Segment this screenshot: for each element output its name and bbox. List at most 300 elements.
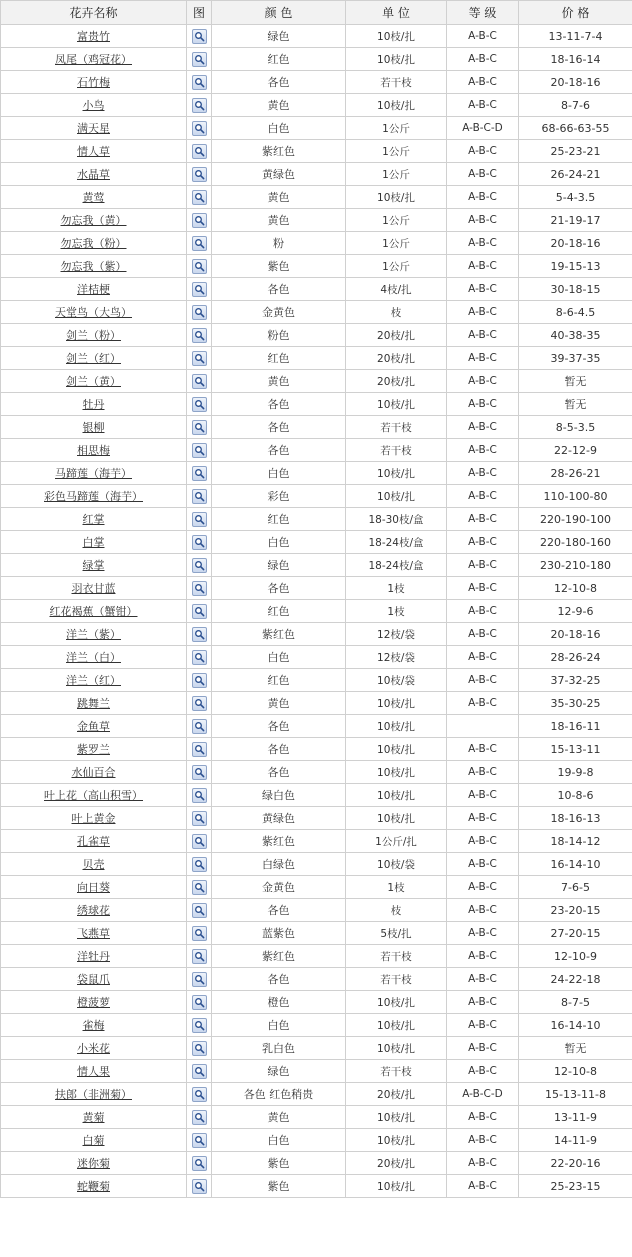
magnifier-icon[interactable] bbox=[192, 673, 207, 688]
flower-name-link[interactable]: 马蹄莲（海芋） bbox=[55, 467, 132, 480]
image-cell bbox=[187, 1060, 212, 1083]
magnifier-icon[interactable] bbox=[192, 489, 207, 504]
table-row bbox=[1, 692, 632, 715]
flower-name-link[interactable]: 情人果 bbox=[77, 1065, 110, 1078]
table-row bbox=[1, 738, 632, 761]
flower-name-link[interactable]: 彩色马蹄莲（海芋） bbox=[44, 490, 143, 503]
magnifier-icon[interactable] bbox=[192, 144, 207, 159]
flower-name-link[interactable]: 向日葵 bbox=[77, 881, 110, 894]
magnifier-icon[interactable] bbox=[192, 1156, 207, 1171]
flower-name-link[interactable]: 红花褐蕉（蟹钳） bbox=[49, 605, 138, 618]
magnifier-icon[interactable] bbox=[192, 581, 207, 596]
flower-name-link[interactable]: 跳舞兰 bbox=[77, 697, 110, 710]
flower-color: 黄绿色 bbox=[212, 807, 346, 830]
flower-unit: 12枝/袋 bbox=[346, 646, 447, 669]
flower-color: 白色 bbox=[212, 531, 346, 554]
flower-name-link[interactable]: 白掌 bbox=[82, 536, 105, 549]
flower-color: 橙色 bbox=[212, 991, 346, 1014]
flower-price: 22-12-9 bbox=[519, 439, 632, 462]
magnifier-icon[interactable] bbox=[192, 811, 207, 826]
flower-name-link[interactable]: 洋牡丹 bbox=[77, 950, 110, 963]
flower-price: 暂无 bbox=[519, 370, 632, 393]
flower-color: 白色 bbox=[212, 646, 346, 669]
image-cell bbox=[187, 163, 212, 186]
magnifier-icon[interactable] bbox=[192, 512, 207, 527]
table-row bbox=[1, 830, 632, 853]
flower-name-link[interactable]: 金鱼草 bbox=[77, 720, 110, 733]
magnifier-icon[interactable] bbox=[192, 236, 207, 251]
flower-unit: 10枝/扎 bbox=[346, 1129, 447, 1152]
image-cell bbox=[187, 600, 212, 623]
flower-name-link[interactable]: 剑兰（红） bbox=[66, 352, 121, 365]
flower-grade: A-B-C bbox=[447, 416, 519, 439]
table-row bbox=[1, 784, 632, 807]
flower-unit: 10枝/袋 bbox=[346, 853, 447, 876]
flower-name-link[interactable]: 洋兰（红） bbox=[66, 674, 121, 687]
flower-color: 粉色 bbox=[212, 324, 346, 347]
flower-unit: 若干枝 bbox=[346, 968, 447, 991]
flower-price: 20-18-16 bbox=[519, 71, 632, 94]
table-row bbox=[1, 1083, 632, 1106]
table-row bbox=[1, 255, 632, 278]
flower-unit: 10枝/扎 bbox=[346, 186, 447, 209]
flower-unit: 若干枝 bbox=[346, 439, 447, 462]
magnifier-icon[interactable] bbox=[192, 972, 207, 987]
flower-price: 68-66-63-55 bbox=[519, 117, 632, 140]
table-row bbox=[1, 600, 632, 623]
flower-price: 12-10-8 bbox=[519, 1060, 632, 1083]
flower-name-link[interactable]: 剑兰（黄） bbox=[66, 375, 121, 388]
table-row bbox=[1, 669, 632, 692]
flower-color: 金黄色 bbox=[212, 301, 346, 324]
flower-name-cell bbox=[1, 738, 187, 761]
flower-price: 28-26-24 bbox=[519, 646, 632, 669]
image-cell bbox=[187, 876, 212, 899]
table-row bbox=[1, 554, 632, 577]
flower-grade: A-B-C bbox=[447, 623, 519, 646]
table-row bbox=[1, 922, 632, 945]
magnifier-icon[interactable] bbox=[192, 696, 207, 711]
flower-unit: 18-24枝/盒 bbox=[346, 554, 447, 577]
flower-name-link[interactable]: 洋兰（白） bbox=[66, 651, 121, 664]
flower-price: 8-6-4.5 bbox=[519, 301, 632, 324]
table-row bbox=[1, 48, 632, 71]
flower-unit: 20枝/扎 bbox=[346, 347, 447, 370]
flower-unit: 若干枝 bbox=[346, 945, 447, 968]
magnifier-icon[interactable] bbox=[192, 857, 207, 872]
magnifier-icon[interactable] bbox=[192, 650, 207, 665]
magnifier-icon[interactable] bbox=[192, 397, 207, 412]
flower-name-link[interactable]: 扶郎（非洲菊） bbox=[55, 1088, 132, 1101]
flower-name-link[interactable]: 满天星 bbox=[77, 122, 110, 135]
flower-price: 8-7-6 bbox=[519, 94, 632, 117]
flower-price: 28-26-21 bbox=[519, 462, 632, 485]
image-cell bbox=[187, 531, 212, 554]
table-row bbox=[1, 1037, 632, 1060]
flower-price: 25-23-21 bbox=[519, 140, 632, 163]
flower-grade: A-B-C bbox=[447, 94, 519, 117]
image-cell bbox=[187, 738, 212, 761]
flower-name-link[interactable]: 迷你菊 bbox=[77, 1157, 110, 1170]
magnifier-icon[interactable] bbox=[192, 1133, 207, 1148]
table-row bbox=[1, 531, 632, 554]
magnifier-icon[interactable] bbox=[192, 328, 207, 343]
flower-color: 紫红色 bbox=[212, 830, 346, 853]
flower-name-link[interactable]: 勿忘我（紫） bbox=[60, 260, 127, 273]
header-color: 颜 色 bbox=[212, 1, 346, 25]
flower-color: 紫色 bbox=[212, 1175, 346, 1198]
flower-price: 8-5-3.5 bbox=[519, 416, 632, 439]
magnifier-icon[interactable] bbox=[192, 834, 207, 849]
flower-price: 13-11-7-4 bbox=[519, 25, 632, 48]
flower-name-link[interactable]: 小鸟 bbox=[82, 99, 105, 112]
flower-price: 30-18-15 bbox=[519, 278, 632, 301]
magnifier-icon[interactable] bbox=[192, 259, 207, 274]
flower-name-link[interactable]: 雀梅 bbox=[82, 1019, 105, 1032]
flower-color: 各色 bbox=[212, 278, 346, 301]
flower-unit: 若干枝 bbox=[346, 416, 447, 439]
flower-name-link[interactable]: 橙菠萝 bbox=[77, 996, 110, 1009]
flower-color: 黄色 bbox=[212, 370, 346, 393]
table-row bbox=[1, 853, 632, 876]
magnifier-icon[interactable] bbox=[192, 466, 207, 481]
magnifier-icon[interactable] bbox=[192, 167, 207, 182]
flower-name-link[interactable]: 蛇鞭菊 bbox=[77, 1180, 110, 1193]
flower-color: 白色 bbox=[212, 462, 346, 485]
flower-price: 25-23-15 bbox=[519, 1175, 632, 1198]
magnifier-icon[interactable] bbox=[192, 995, 207, 1010]
table-row bbox=[1, 876, 632, 899]
image-cell bbox=[187, 761, 212, 784]
flower-name-link[interactable]: 相思梅 bbox=[77, 444, 110, 457]
flower-unit: 18-30枝/盒 bbox=[346, 508, 447, 531]
image-cell bbox=[187, 669, 212, 692]
table-row bbox=[1, 416, 632, 439]
magnifier-icon[interactable] bbox=[192, 52, 207, 67]
magnifier-icon[interactable] bbox=[192, 190, 207, 205]
flower-name-cell bbox=[1, 232, 187, 255]
flower-price: 220-190-100 bbox=[519, 508, 632, 531]
flower-grade: A-B-C bbox=[447, 646, 519, 669]
table-row bbox=[1, 393, 632, 416]
flower-name-link[interactable]: 飞燕草 bbox=[77, 927, 110, 940]
flower-grade: A-B-C bbox=[447, 531, 519, 554]
flower-color: 黄绿色 bbox=[212, 163, 346, 186]
flower-name-link[interactable]: 羽衣甘蓝 bbox=[71, 582, 116, 595]
magnifier-icon[interactable] bbox=[192, 1087, 207, 1102]
flower-price: 13-11-9 bbox=[519, 1106, 632, 1129]
flower-name-cell bbox=[1, 370, 187, 393]
image-cell bbox=[187, 347, 212, 370]
image-cell bbox=[187, 140, 212, 163]
magnifier-icon[interactable] bbox=[192, 305, 207, 320]
flower-name-cell bbox=[1, 761, 187, 784]
flower-color: 黄色 bbox=[212, 692, 346, 715]
flower-unit: 10枝/扎 bbox=[346, 991, 447, 1014]
table-row bbox=[1, 646, 632, 669]
flower-name-link[interactable]: 小米花 bbox=[77, 1042, 110, 1055]
flower-name-cell bbox=[1, 439, 187, 462]
image-cell bbox=[187, 807, 212, 830]
magnifier-icon[interactable] bbox=[192, 742, 207, 757]
flower-grade: A-B-C bbox=[447, 393, 519, 416]
flower-name-link[interactable]: 情人草 bbox=[77, 145, 110, 158]
flower-name-link[interactable]: 水仙百合 bbox=[71, 766, 116, 779]
flower-grade: A-B-C bbox=[447, 853, 519, 876]
flower-price: 暂无 bbox=[519, 393, 632, 416]
table-row bbox=[1, 968, 632, 991]
image-cell bbox=[187, 255, 212, 278]
magnifier-icon[interactable] bbox=[192, 1064, 207, 1079]
header-image: 图 bbox=[187, 1, 212, 25]
image-cell bbox=[187, 1014, 212, 1037]
table-row bbox=[1, 807, 632, 830]
magnifier-icon[interactable] bbox=[192, 1041, 207, 1056]
table-row bbox=[1, 301, 632, 324]
table-row bbox=[1, 347, 632, 370]
flower-name-link[interactable]: 紫罗兰 bbox=[77, 743, 110, 756]
flower-name-link[interactable]: 洋兰（紫） bbox=[66, 628, 121, 641]
flower-name-link[interactable]: 石竹梅 bbox=[77, 76, 110, 89]
flower-name-cell bbox=[1, 48, 187, 71]
image-cell bbox=[187, 485, 212, 508]
header-grade: 等 级 bbox=[447, 1, 519, 25]
flower-name-link[interactable]: 叶上花（高山积雪） bbox=[44, 789, 143, 802]
flower-unit: 10枝/扎 bbox=[346, 738, 447, 761]
flower-grade: A-B-C bbox=[447, 186, 519, 209]
flower-color: 各色 bbox=[212, 738, 346, 761]
image-cell bbox=[187, 1106, 212, 1129]
flower-name-link[interactable]: 勿忘我（粉） bbox=[60, 237, 127, 250]
flower-grade: A-B-C-D bbox=[447, 117, 519, 140]
flower-name-cell bbox=[1, 1083, 187, 1106]
flower-name-cell bbox=[1, 255, 187, 278]
magnifier-icon[interactable] bbox=[192, 903, 207, 918]
image-cell bbox=[187, 324, 212, 347]
flower-price: 110-100-80 bbox=[519, 485, 632, 508]
magnifier-icon[interactable] bbox=[192, 1018, 207, 1033]
flower-name-link[interactable]: 天堂鸟（大鸟） bbox=[55, 306, 132, 319]
magnifier-icon[interactable] bbox=[192, 1179, 207, 1194]
flower-grade: A-B-C bbox=[447, 669, 519, 692]
flower-name-cell bbox=[1, 853, 187, 876]
flower-unit: 10枝/扎 bbox=[346, 48, 447, 71]
flower-name-cell bbox=[1, 1060, 187, 1083]
flower-name-link[interactable]: 贝壳 bbox=[82, 858, 105, 871]
flower-grade: A-B-C bbox=[447, 1106, 519, 1129]
flower-unit: 10枝/扎 bbox=[346, 462, 447, 485]
flower-name-cell bbox=[1, 71, 187, 94]
magnifier-icon[interactable] bbox=[192, 29, 207, 44]
table-row bbox=[1, 209, 632, 232]
flower-name-cell bbox=[1, 807, 187, 830]
flower-color: 红色 bbox=[212, 669, 346, 692]
flower-name-link[interactable]: 红掌 bbox=[82, 513, 105, 526]
magnifier-icon[interactable] bbox=[192, 443, 207, 458]
flower-grade: A-B-C bbox=[447, 807, 519, 830]
flower-color: 紫色 bbox=[212, 1152, 346, 1175]
flower-price: 18-14-12 bbox=[519, 830, 632, 853]
image-cell bbox=[187, 186, 212, 209]
flower-grade: A-B-C bbox=[447, 462, 519, 485]
magnifier-icon[interactable] bbox=[192, 604, 207, 619]
magnifier-icon[interactable] bbox=[192, 374, 207, 389]
table-row bbox=[1, 577, 632, 600]
flower-color: 红色 bbox=[212, 600, 346, 623]
flower-unit: 10枝/扎 bbox=[346, 715, 447, 738]
flower-name-cell bbox=[1, 163, 187, 186]
image-cell bbox=[187, 784, 212, 807]
table-row bbox=[1, 715, 632, 738]
image-cell bbox=[187, 1083, 212, 1106]
image-cell bbox=[187, 508, 212, 531]
flower-name-link[interactable]: 牡丹 bbox=[82, 398, 105, 411]
flower-unit: 枝 bbox=[346, 301, 447, 324]
table-header-row bbox=[1, 1, 632, 25]
flower-name-link[interactable]: 水晶草 bbox=[77, 168, 110, 181]
flower-name-cell bbox=[1, 922, 187, 945]
magnifier-icon[interactable] bbox=[192, 121, 207, 136]
flower-name-link[interactable]: 叶上黄金 bbox=[71, 812, 116, 825]
magnifier-icon[interactable] bbox=[192, 949, 207, 964]
flower-name-link[interactable]: 袋鼠爪 bbox=[77, 973, 110, 986]
magnifier-icon[interactable] bbox=[192, 213, 207, 228]
flower-price: 220-180-160 bbox=[519, 531, 632, 554]
image-cell bbox=[187, 439, 212, 462]
flower-grade: A-B-C bbox=[447, 991, 519, 1014]
flower-name-link[interactable]: 黄菊 bbox=[82, 1111, 105, 1124]
flower-color: 各色 bbox=[212, 761, 346, 784]
flower-name-link[interactable]: 富贵竹 bbox=[77, 30, 110, 43]
flower-name-cell bbox=[1, 140, 187, 163]
flower-grade: A-B-C bbox=[447, 922, 519, 945]
flower-grade: A-B-C bbox=[447, 232, 519, 255]
flower-unit: 10枝/扎 bbox=[346, 485, 447, 508]
flower-unit: 12枝/袋 bbox=[346, 623, 447, 646]
magnifier-icon[interactable] bbox=[192, 788, 207, 803]
flower-name-link[interactable]: 剑兰（粉） bbox=[66, 329, 121, 342]
flower-name-link[interactable]: 绣球花 bbox=[77, 904, 110, 917]
flower-name-cell bbox=[1, 1037, 187, 1060]
flower-color: 绿白色 bbox=[212, 784, 346, 807]
table-row bbox=[1, 370, 632, 393]
flower-unit: 1公斤 bbox=[346, 232, 447, 255]
table-row bbox=[1, 899, 632, 922]
flower-unit: 10枝/扎 bbox=[346, 784, 447, 807]
table-row bbox=[1, 1129, 632, 1152]
magnifier-icon[interactable] bbox=[192, 627, 207, 642]
table-row bbox=[1, 140, 632, 163]
magnifier-icon[interactable] bbox=[192, 98, 207, 113]
flower-name-link[interactable]: 凤尾（鸡冠花） bbox=[55, 53, 132, 66]
flower-price: 18-16-11 bbox=[519, 715, 632, 738]
flower-color: 各色 bbox=[212, 393, 346, 416]
flower-unit: 10枝/扎 bbox=[346, 761, 447, 784]
magnifier-icon[interactable] bbox=[192, 719, 207, 734]
flower-unit: 若干枝 bbox=[346, 71, 447, 94]
magnifier-icon[interactable] bbox=[192, 926, 207, 941]
flower-price: 18-16-14 bbox=[519, 48, 632, 71]
image-cell bbox=[187, 48, 212, 71]
flower-name-link[interactable]: 绿掌 bbox=[82, 559, 105, 572]
flower-name-cell bbox=[1, 485, 187, 508]
flower-color: 各色 bbox=[212, 899, 346, 922]
flower-price: 16-14-10 bbox=[519, 1014, 632, 1037]
flower-grade: A-B-C bbox=[447, 163, 519, 186]
flower-color: 黄色 bbox=[212, 94, 346, 117]
flower-name-link[interactable]: 白菊 bbox=[82, 1134, 105, 1147]
flower-name-cell bbox=[1, 278, 187, 301]
flower-grade: A-B-C bbox=[447, 784, 519, 807]
magnifier-icon[interactable] bbox=[192, 535, 207, 550]
flower-color: 金黄色 bbox=[212, 876, 346, 899]
flower-name-cell bbox=[1, 876, 187, 899]
magnifier-icon[interactable] bbox=[192, 351, 207, 366]
flower-grade: A-B-C bbox=[447, 600, 519, 623]
magnifier-icon[interactable] bbox=[192, 282, 207, 297]
flower-unit: 1公斤 bbox=[346, 140, 447, 163]
flower-unit: 20枝/扎 bbox=[346, 324, 447, 347]
flower-price: 8-7-5 bbox=[519, 991, 632, 1014]
flower-name-link[interactable]: 银柳 bbox=[82, 421, 105, 434]
magnifier-icon[interactable] bbox=[192, 880, 207, 895]
flower-name-cell bbox=[1, 462, 187, 485]
flower-unit: 10枝/扎 bbox=[346, 1014, 447, 1037]
magnifier-icon[interactable] bbox=[192, 420, 207, 435]
table-row bbox=[1, 1106, 632, 1129]
flower-grade: A-B-C-D bbox=[447, 1083, 519, 1106]
magnifier-icon[interactable] bbox=[192, 75, 207, 90]
image-cell bbox=[187, 462, 212, 485]
flower-name-link[interactable]: 勿忘我（黄） bbox=[60, 214, 127, 227]
flower-name-cell bbox=[1, 600, 187, 623]
flower-name-cell bbox=[1, 117, 187, 140]
flower-color: 各色 bbox=[212, 968, 346, 991]
flower-color: 紫红色 bbox=[212, 623, 346, 646]
header-price: 价 格 bbox=[519, 1, 632, 25]
flower-unit: 1公斤 bbox=[346, 255, 447, 278]
flower-grade: A-B-C bbox=[447, 485, 519, 508]
flower-color: 黄色 bbox=[212, 1106, 346, 1129]
flower-unit: 1枝 bbox=[346, 600, 447, 623]
table-row bbox=[1, 761, 632, 784]
flower-price: 12-10-8 bbox=[519, 577, 632, 600]
image-cell bbox=[187, 117, 212, 140]
flower-name-link[interactable]: 洋桔梗 bbox=[77, 283, 110, 296]
image-cell bbox=[187, 1037, 212, 1060]
flower-unit: 1公斤 bbox=[346, 117, 447, 140]
flower-unit: 10枝/扎 bbox=[346, 94, 447, 117]
flower-grade: A-B-C bbox=[447, 554, 519, 577]
flower-unit: 18-24枝/盒 bbox=[346, 531, 447, 554]
flower-name-cell bbox=[1, 508, 187, 531]
flower-name-cell bbox=[1, 531, 187, 554]
image-cell bbox=[187, 416, 212, 439]
flower-unit: 4枝/扎 bbox=[346, 278, 447, 301]
flower-color: 乳白色 bbox=[212, 1037, 346, 1060]
image-cell bbox=[187, 991, 212, 1014]
flower-price: 24-22-18 bbox=[519, 968, 632, 991]
magnifier-icon[interactable] bbox=[192, 1110, 207, 1125]
image-cell bbox=[187, 25, 212, 48]
flower-name-link[interactable]: 黄莺 bbox=[82, 191, 105, 204]
magnifier-icon[interactable] bbox=[192, 765, 207, 780]
flower-name-link[interactable]: 孔雀草 bbox=[77, 835, 110, 848]
magnifier-icon[interactable] bbox=[192, 558, 207, 573]
flower-color: 各色 红色稍贵 bbox=[212, 1083, 346, 1106]
flower-grade: A-B-C bbox=[447, 1014, 519, 1037]
flower-unit: 10枝/扎 bbox=[346, 1175, 447, 1198]
